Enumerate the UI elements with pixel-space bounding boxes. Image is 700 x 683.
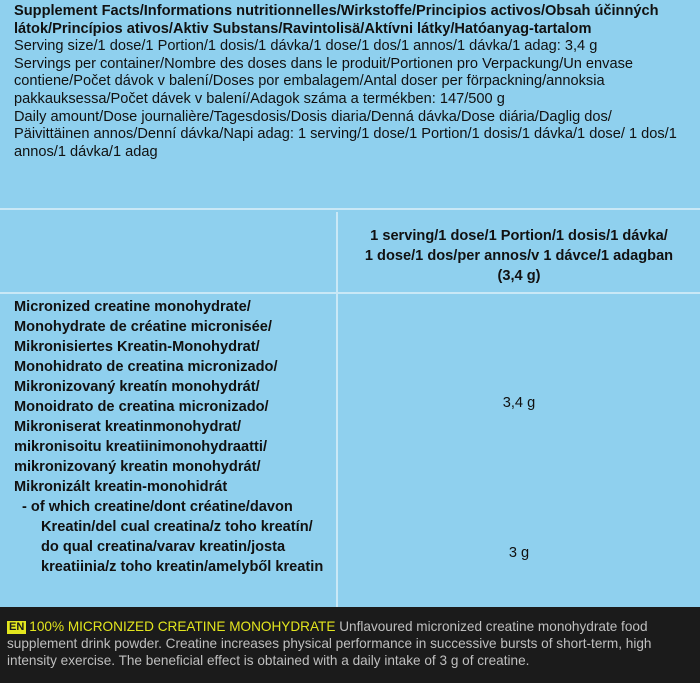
product-name: 100% MICRONIZED CREATINE MONOHYDRATE [29,619,336,634]
ingredient-line: Mikronisiertes Kreatin-Monohydrat/ [14,339,260,355]
row-divider [0,292,700,294]
description-text: Unflavoured micronized creatine monohydrate food supplement drink powder. Creatine increases physical performance in successive bursts of short-term, high intensity exercise. The beneficial effect is obtained with a daily intake of 3 g of creatine. [7,619,652,668]
sub-ingredient-line: - of which creatine/dont créatine/davon [22,499,293,515]
serving-header-line: 1 dose/1 dos/per annos/v 1 dávce/1 adagban [364,248,674,264]
creatine-monohydrate-amount: 3,4 g [502,395,536,411]
serving-column-header [338,226,700,286]
sub-ingredient-line: kreatiinia/z toho kreatin/amelyből kreatin [41,559,324,575]
facts-title: Supplement Facts/Informations nutritionnelles/Wirkstoffe/Principios activos/Obsah účinných látok/Princípios ativos/Aktiv Substans/Ravintolisä/Aktívni látky/Hatóanyag-tartalom [14,3,659,37]
serving-header-line: 1 serving/1 dose/1 Portion/1 dosis/1 dávka/ [370,228,668,244]
ingredient-line: Mikronizovaný kreatín monohydrát/ [14,379,260,395]
ingredient-line: Monohydrate de créatine micronisée/ [14,319,272,335]
ingredient-line: Micronized creatine monohydrate/ [14,299,251,315]
ingredient-cell [14,297,334,577]
creatine-amount: 3 g [508,545,530,561]
sub-ingredient-line: do qual creatina/varav kreatin/josta [41,539,286,555]
ingredient-line: Monoidrato de creatina micronizado/ [14,399,269,415]
serving-header-line: (3,4 g) [497,268,541,284]
daily-amount: Daily amount/Dose journalière/Tagesdosis/Dosis diaria/Denná dávka/Dose diária/Daglig dos/ Päivittäinen annos/Denní dávka/Napi adag: 1 serving/1 dose/1 Portion/1 dosis/1 dávka/1 dose/ 1 dos/1 annos/1 dávka/1 adag [14,108,677,160]
facts-header [0,0,700,210]
ingredient-line: Mikroniserat kreatinmonohydrat/ [14,419,242,435]
ingredient-line: Monohidrato de creatina micronizado/ [14,359,278,375]
product-description [0,607,700,683]
servings-per-container: Servings per container/Nombre des doses dans le produit/Portionen pro Verpackung/Un envase contiene/Počet dávok v balení/Doses por embalagem/Antal doser per förpackning/annoksia pakkauksessa/Počet dávek v balení/Adagok száma a termékben: 147/500 g [14,55,633,107]
language-badge: EN [9,621,25,633]
serving-size: Serving size/1 dose/1 Portion/1 dosis/1 dávka/1 dose/1 dos/1 annos/1 dávka/1 adag: 3,4 g [14,38,598,55]
sub-ingredient-line: Kreatin/del cual creatina/z toho kreatín/ [41,519,313,535]
ingredient-line: mikronizovaný kreatin monohydrát/ [14,459,261,475]
ingredient-line: Mikronizált kreatin-monohidrát [14,479,228,495]
ingredient-line: mikronisoitu kreatiinimonohydraatti/ [14,439,267,455]
